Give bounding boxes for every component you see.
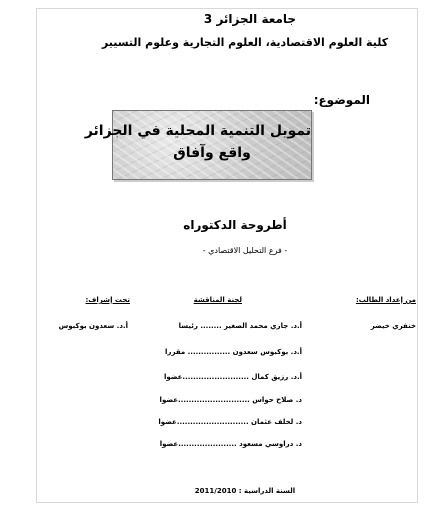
- page-frame: [36, 8, 418, 503]
- thesis-title-line2: واقع وآفاق: [173, 145, 251, 161]
- thesis-title-line1: تمويل التنمية المحلية في الجزائر: [84, 123, 311, 139]
- university-name: جامعة الجزائر 3: [203, 12, 297, 26]
- committee-heading: لجنة المناقشة: [193, 296, 242, 304]
- subject-label: الموضوع:: [313, 93, 370, 107]
- students-heading: من إعداد الطالب:: [355, 296, 416, 304]
- thesis-branch: - فرع التحليل الاقتصادي -: [202, 246, 288, 255]
- thesis-type: أطروحة الدكتوراه: [183, 218, 287, 232]
- student-name: خنفري خيضر: [370, 322, 416, 330]
- academic-year: السنة الدراسية : 2011/2010: [194, 487, 296, 495]
- committee-member: أ.د. رزيق كمال .........................عضوا: [163, 373, 302, 381]
- committee-member: د. صلاح حواس ...........................عضوا: [159, 396, 302, 404]
- committee-member: أ.د. جاري محمد الصغير ........ رئيسا: [178, 322, 302, 330]
- supervisor-name: أ.د. سعدون بوكبوس: [58, 322, 128, 330]
- committee-member: أ.د. بوكبوس سعدون ................ مقررا: [165, 348, 302, 356]
- faculty-name: كلية العلوم الاقتصادية، العلوم التجارية وعلوم التسيير: [101, 36, 389, 49]
- committee-member: د. لخلف عثمان ...........................عضوا: [158, 418, 302, 426]
- committee-member: د. دراوسي مسعود ......................عضوا: [159, 440, 302, 448]
- supervisor-heading: تحت إشراف:: [85, 296, 130, 304]
- title-box: [84, 110, 312, 180]
